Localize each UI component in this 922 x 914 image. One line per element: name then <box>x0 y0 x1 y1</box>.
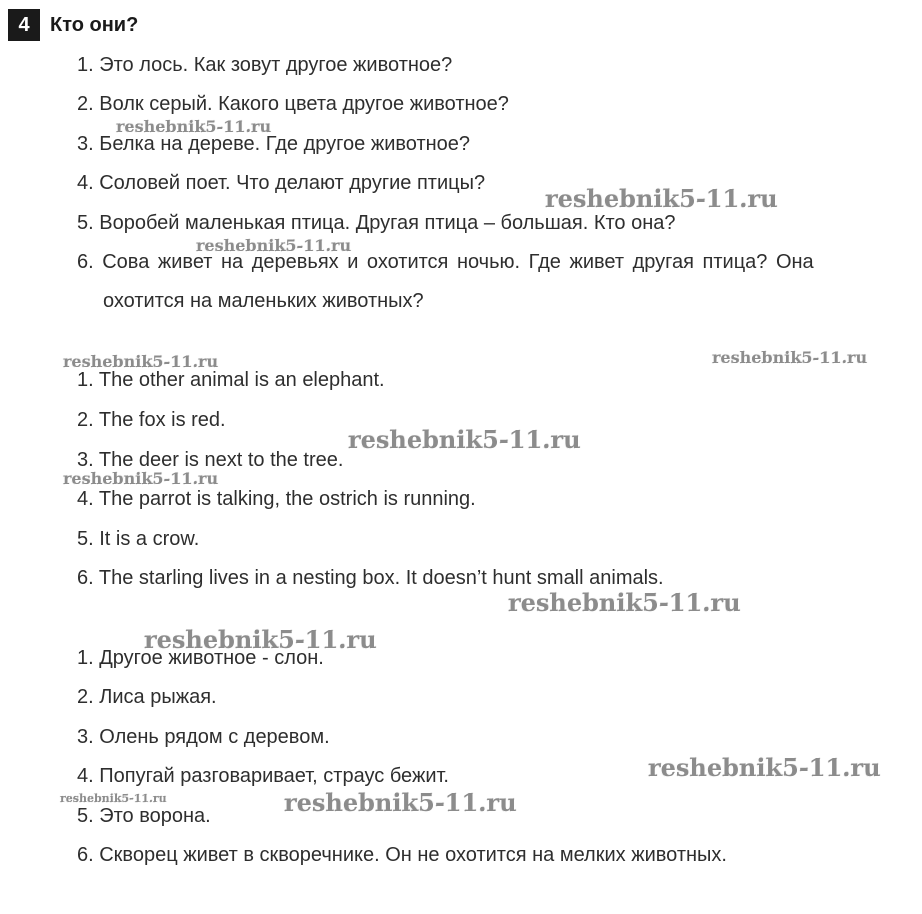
watermark: reshebnik5-11.ru <box>348 425 581 454</box>
question-line: 5. Воробей маленькая птица. Другая птица – большая. Кто она? <box>77 212 676 234</box>
watermark: reshebnik5-11.ru <box>63 352 219 371</box>
watermark: reshebnik5-11.ru <box>63 469 219 488</box>
task-number-badge: 4 <box>8 9 40 41</box>
answer-en-line: 2. The fox is red. <box>77 409 226 431</box>
answer-en-line: 1. The other animal is an elephant. <box>77 369 385 391</box>
question-line: 4. Соловей поет. Что делают другие птицы? <box>77 172 486 194</box>
answer-ru-line: 4. Попугай разговаривает, страус бежит. <box>77 765 449 787</box>
watermark: reshebnik5-11.ru <box>196 236 352 255</box>
question-line: 6. Сова живет на деревьях и охотится ночью. Где живет другая птица? Она <box>77 251 814 273</box>
answer-ru-line: 3. Олень рядом с деревом. <box>77 726 330 748</box>
watermark: reshebnik5-11.ru <box>60 792 167 805</box>
answer-ru-line: 1. Другое животное - слон. <box>77 647 324 669</box>
answer-en-line: 5. It is a crow. <box>77 528 200 550</box>
question-line: 2. Волк серый. Какого цвета другое животное? <box>77 93 509 115</box>
question-line-continued: охотится на маленьких животных? <box>103 290 424 312</box>
answer-ru-line: 6. Скворец живет в скворечнике. Он не охотится на мелких животных. <box>77 844 727 866</box>
watermark: reshebnik5-11.ru <box>144 625 377 654</box>
answer-ru-line: 5. Это ворона. <box>77 805 211 827</box>
watermark: reshebnik5-11.ru <box>508 588 741 617</box>
task-header <box>8 9 138 41</box>
question-line: 3. Белка на дереве. Где другое животное? <box>77 133 471 155</box>
watermark: reshebnik5-11.ru <box>545 184 778 213</box>
watermark: reshebnik5-11.ru <box>648 753 881 782</box>
answer-en-line: 4. The parrot is talking, the ostrich is running. <box>77 488 476 510</box>
task-title: Кто они? <box>50 13 139 36</box>
answer-ru-line: 2. Лиса рыжая. <box>77 686 217 708</box>
answer-en-line: 3. The deer is next to the tree. <box>77 449 344 471</box>
watermark: reshebnik5-11.ru <box>284 788 517 817</box>
question-line: 1. Это лось. Как зовут другое животное? <box>77 54 453 76</box>
answer-en-line: 6. The starling lives in a nesting box. It doesn’t hunt small animals. <box>77 567 664 589</box>
watermark: reshebnik5-11.ru <box>712 348 868 367</box>
watermark: reshebnik5-11.ru <box>116 117 272 136</box>
